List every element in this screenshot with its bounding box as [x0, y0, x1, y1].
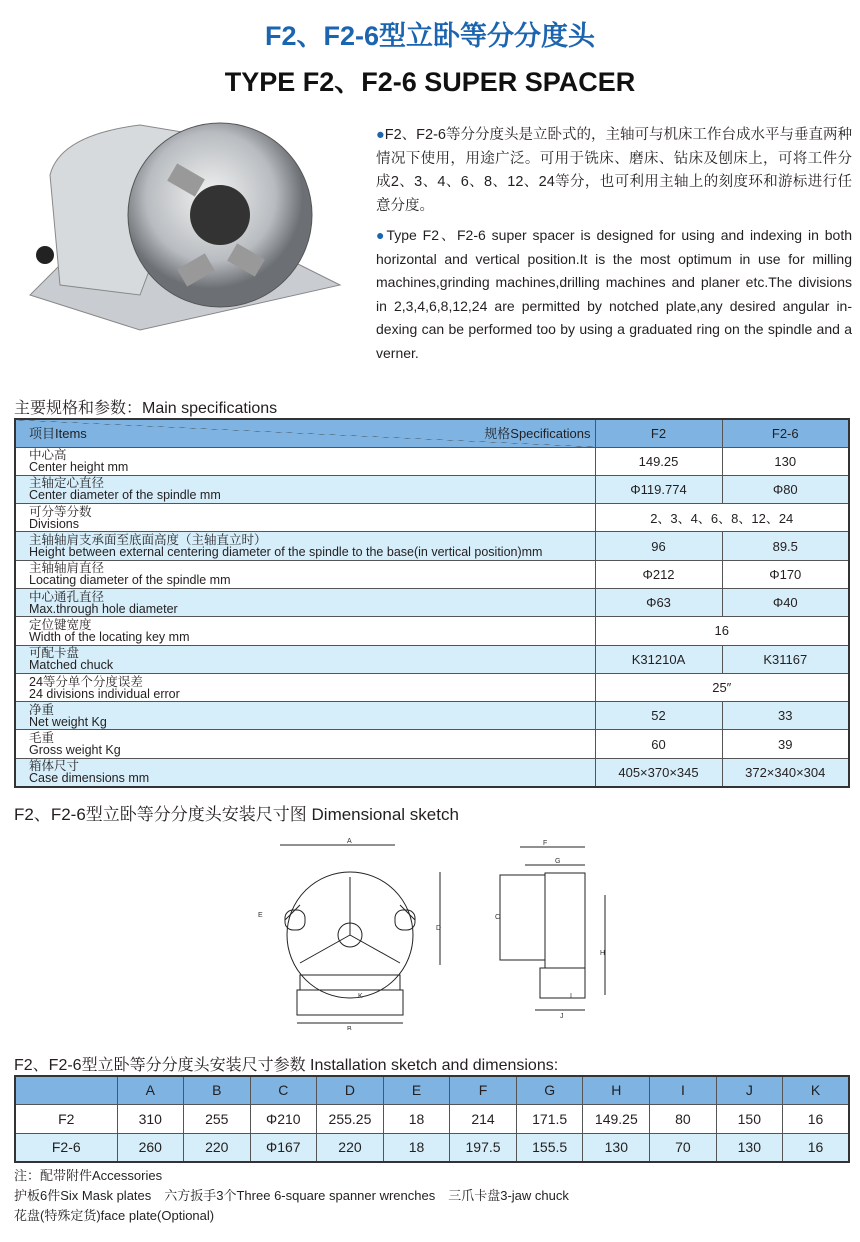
- install-header-cell: [15, 1076, 117, 1104]
- spec-value-f26: 130: [722, 447, 849, 475]
- label-b: B: [347, 1026, 352, 1030]
- install-cell: 149.25: [583, 1104, 650, 1133]
- install-cell: 260: [117, 1133, 183, 1162]
- install-cell: 197.5: [450, 1133, 517, 1162]
- spec-value-f26: 372×340×304: [722, 758, 849, 786]
- spec-row: [15, 560, 849, 588]
- spec-section-title: 主要规格和参数：Main specifications: [14, 400, 278, 417]
- spec-value-f2: 405×370×345: [595, 758, 722, 786]
- install-table: [14, 1075, 850, 1163]
- spec-item: 中心通孔直径 Max.through hole diameter: [15, 588, 595, 616]
- spec-row: [15, 758, 849, 786]
- install-cell: 155.5: [516, 1133, 583, 1162]
- install-cell: 18: [383, 1133, 449, 1162]
- spec-value-f2: K31210A: [595, 645, 722, 673]
- install-cell: 255.25: [317, 1104, 384, 1133]
- spec-row: [15, 702, 849, 730]
- spec-row: [15, 447, 849, 475]
- install-cell: Φ167: [250, 1133, 317, 1162]
- spec-row: [15, 617, 849, 645]
- spec-value-f2: 149.25: [595, 447, 722, 475]
- spec-value-f2: 52: [595, 702, 722, 730]
- spec-value-f26: 39: [722, 730, 849, 758]
- spec-header-f2: F2: [595, 419, 722, 447]
- spec-item: 毛重 Gross weight Kg: [15, 730, 595, 758]
- spec-table: [14, 418, 850, 788]
- install-title: F2、F2-6型立卧等分分度头安装尺寸参数 Installation sketch and dimensions:: [14, 1057, 559, 1074]
- label-h: H: [600, 950, 606, 957]
- label-g: G: [555, 858, 561, 865]
- install-header-cell: H: [583, 1076, 650, 1104]
- spec-item: 主轴定心直径 Center diameter of the spindle mm: [15, 475, 595, 503]
- install-header-cell: A: [117, 1076, 183, 1104]
- spec-value-both: 2、3、4、6、8、12、24: [595, 504, 849, 532]
- product-photo: [20, 95, 350, 335]
- install-cell: 220: [317, 1133, 384, 1162]
- title-cn: F2、F2-6型立卧等分分度头: [264, 21, 596, 51]
- note-accessories: 注：配带附件Accessories: [14, 1168, 163, 1183]
- spec-value-f26: Φ80: [722, 475, 849, 503]
- install-header-row: [15, 1076, 849, 1104]
- spec-row: [15, 645, 849, 673]
- note-optional: 花盘(特殊定货)face plate(Optional): [14, 1208, 215, 1223]
- spec-header-corner: 项目Items 规格Specifications: [15, 419, 595, 447]
- install-header-cell: F: [450, 1076, 517, 1104]
- spec-item: 可分等分数 Divisions: [15, 504, 595, 532]
- label-a: A: [347, 838, 352, 845]
- install-row: [15, 1133, 849, 1162]
- install-header-cell: B: [184, 1076, 250, 1104]
- spec-value-f26: Φ170: [722, 560, 849, 588]
- label-e: E: [258, 912, 263, 919]
- spec-value-f2: 60: [595, 730, 722, 758]
- install-cell: 70: [650, 1133, 716, 1162]
- spec-value-f2: Φ119.774: [595, 475, 722, 503]
- description-cn: ●F2、F2-6等分分度头是立卧式的，主轴可与机床工作台成水平与垂直两种情况下使用，用途广泛。可用于铣床、磨床、钻床及刨床上，可将工件分成2、3、4、6、8、12、24等分，也可利用主轴上的刻度环和游标进行任意分度。: [376, 127, 852, 214]
- spec-value-f26: 33: [722, 702, 849, 730]
- spec-value-both: 25″: [595, 673, 849, 701]
- install-cell: 214: [450, 1104, 517, 1133]
- install-row: [15, 1104, 849, 1133]
- spec-row: [15, 532, 849, 560]
- install-cell: 80: [650, 1104, 716, 1133]
- spec-value-f26: 89.5: [722, 532, 849, 560]
- install-cell: 310: [117, 1104, 183, 1133]
- install-header-cell: J: [716, 1076, 782, 1104]
- dimensional-sketch: [240, 835, 640, 1030]
- spec-item: 定位键宽度 Width of the locating key mm: [15, 617, 595, 645]
- label-c: C: [495, 914, 501, 921]
- spec-item: 主轴轴肩直径 Locating diameter of the spindle mm: [15, 560, 595, 588]
- install-header-cell: D: [317, 1076, 384, 1104]
- title-en: TYPE F2、F2-6 SUPER SPACER: [224, 67, 636, 97]
- install-cell: 150: [716, 1104, 782, 1133]
- spec-row: [15, 730, 849, 758]
- spec-row: [15, 588, 849, 616]
- install-cell: 16: [783, 1133, 849, 1162]
- install-cell: 16: [783, 1104, 849, 1133]
- install-cell: F2: [15, 1104, 117, 1133]
- install-cell: 220: [184, 1133, 250, 1162]
- install-cell: 130: [716, 1133, 782, 1162]
- label-d: D: [436, 925, 442, 932]
- install-cell: F2-6: [15, 1133, 117, 1162]
- label-k: K: [358, 993, 363, 1000]
- spec-item: 净重 Net weight Kg: [15, 702, 595, 730]
- install-cell: 255: [184, 1104, 250, 1133]
- spec-value-f2: Φ212: [595, 560, 722, 588]
- description-en: ●Type F2、F2-6 super spacer is designed for using and indexing in both horizontal and vertical position.It is the most optimum in use for milling machines,grinding machines,drilling machines and planer etc.The divisions in 2,3,4,6,8,12,24 are permitted by notched plate,any desired angular in-dexing can be performed too by using a graduated ring on the spindle and a verner.: [376, 227, 852, 361]
- spec-item: 可配卡盘 Matched chuck: [15, 645, 595, 673]
- spec-row: [15, 673, 849, 701]
- spec-header-f26: F2-6: [722, 419, 849, 447]
- label-j: J: [560, 1013, 564, 1020]
- install-header-cell: G: [516, 1076, 583, 1104]
- install-header-cell: K: [783, 1076, 849, 1104]
- sketch-title: F2、F2-6型立卧等分分度头安装尺寸图 Dimensional sketch: [14, 805, 459, 824]
- label-i: I: [570, 993, 572, 1000]
- install-header-cell: C: [250, 1076, 317, 1104]
- install-cell: 171.5: [516, 1104, 583, 1133]
- spec-item: 主轴轴肩支承面至底面高度（主轴直立时） Height between external centering diameter of the spindle to the base(in vertical position)mm: [15, 532, 595, 560]
- install-cell: 18: [383, 1104, 449, 1133]
- spec-value-f2: Φ63: [595, 588, 722, 616]
- spec-item: 箱体尺寸 Case dimensions mm: [15, 758, 595, 786]
- spec-value-both: 16: [595, 617, 849, 645]
- spec-value-f2: 96: [595, 532, 722, 560]
- install-cell: Φ210: [250, 1104, 317, 1133]
- spec-value-f26: K31167: [722, 645, 849, 673]
- install-cell: 130: [583, 1133, 650, 1162]
- note-accessory-list: 护板6件Six Mask plates 六方扳手3个Three 6-square spanner wrenches 三爪卡盘3-jaw chuck: [14, 1188, 569, 1203]
- spec-row: [15, 504, 849, 532]
- spec-header-row: [15, 419, 849, 447]
- label-f: F: [543, 840, 548, 847]
- install-header-cell: E: [383, 1076, 449, 1104]
- spec-item: 24等分单个分度误差 24 divisions individual error: [15, 673, 595, 701]
- spec-item: 中心高 Center height mm: [15, 447, 595, 475]
- spec-value-f26: Φ40: [722, 588, 849, 616]
- install-header-cell: I: [650, 1076, 716, 1104]
- spec-row: [15, 475, 849, 503]
